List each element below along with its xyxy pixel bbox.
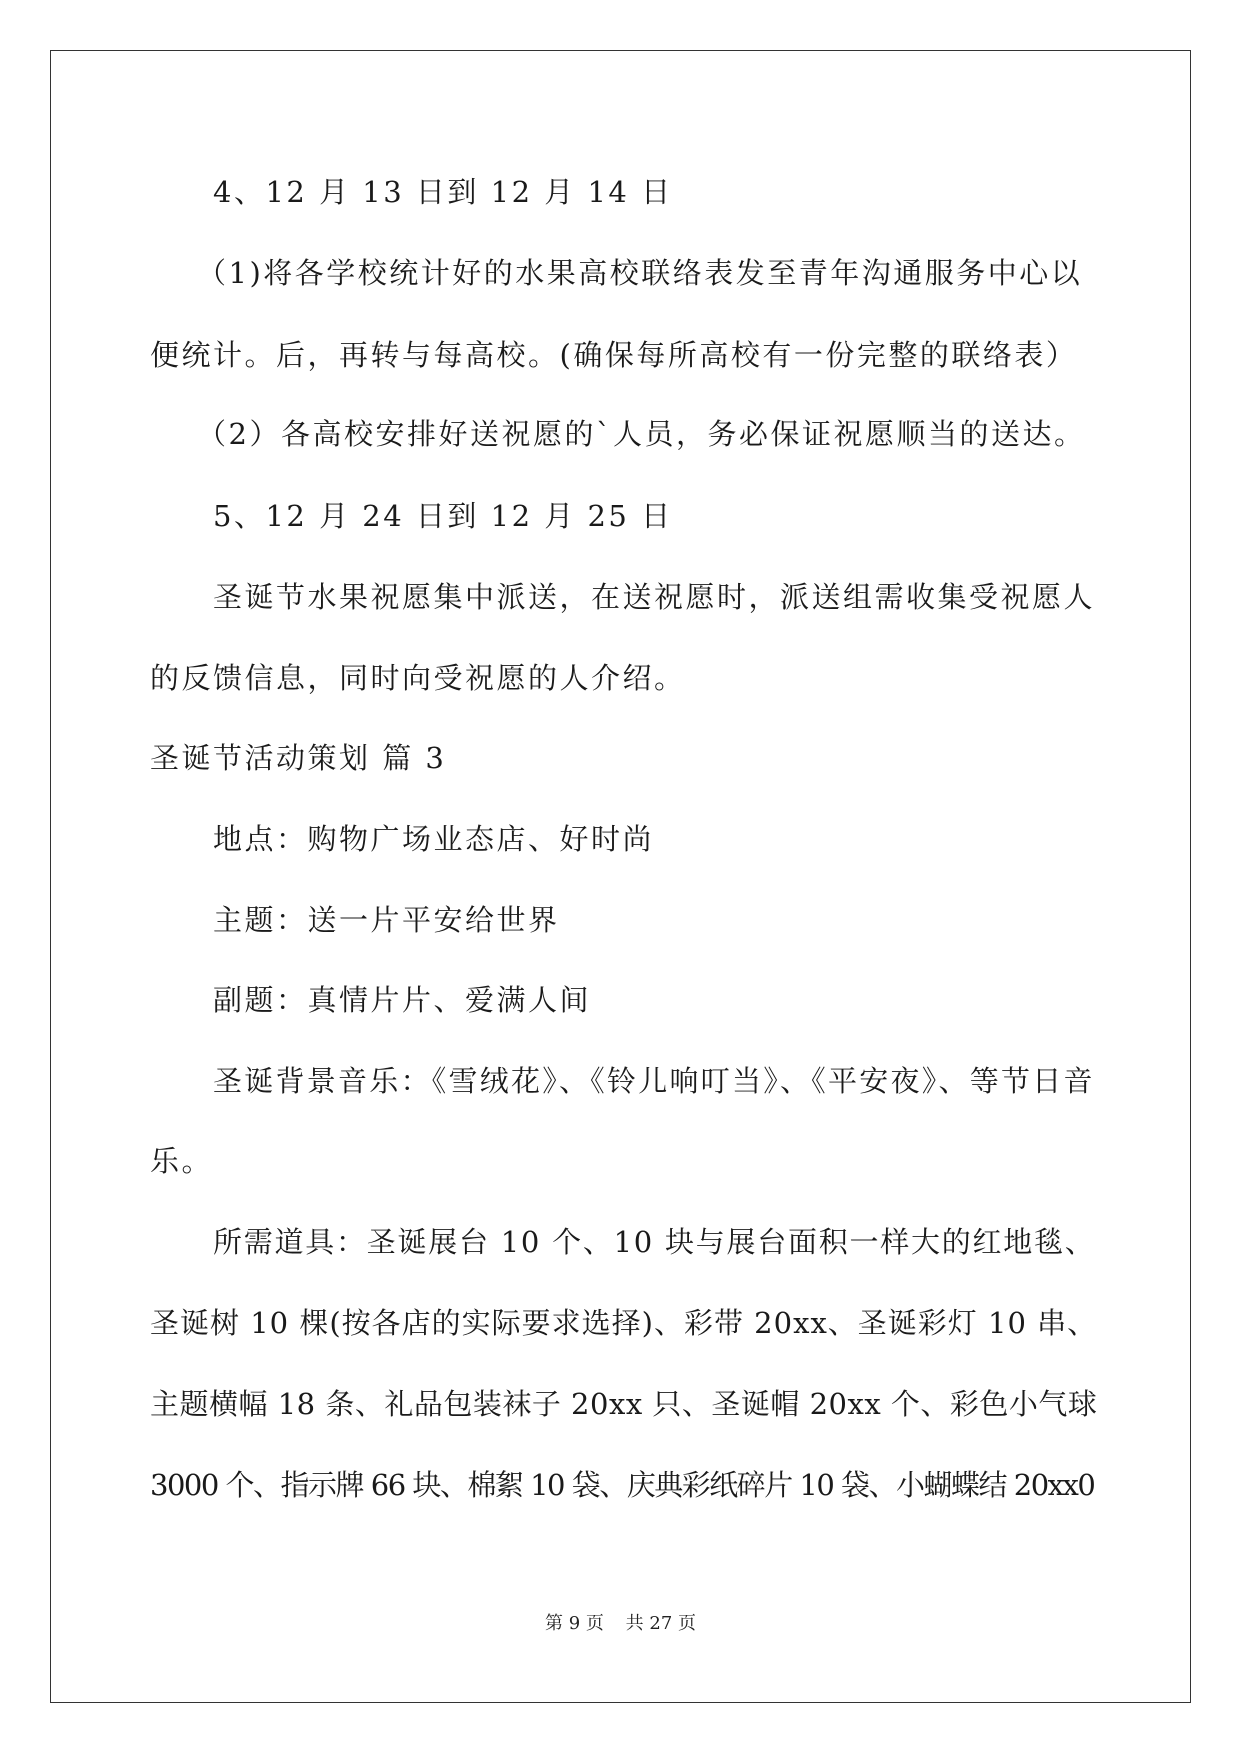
paragraph-line: 主题横幅 18 条、礼品包装袜子 20xx 只、圣诞帽 20xx 个、彩色小气球 <box>150 1387 1098 1421</box>
paragraph-line: 的反馈信息，同时向受祝愿的人介绍。 <box>150 661 686 695</box>
paragraph-line: 副题：真情片片、爱满人间 <box>213 983 592 1017</box>
paragraph-line: 地点：购物广场业态店、好时尚 <box>213 822 655 856</box>
page-border <box>50 50 1191 1703</box>
page-footer <box>0 1612 1241 1636</box>
paragraph-line: （1)将各学校统计好的水果高校联络表发至青年沟通服务中心以 <box>197 256 1083 290</box>
paragraph-line: 圣诞树 10 棵(按各店的实际要求选择)、彩带 20xx、圣诞彩灯 10 串、 <box>150 1306 1098 1340</box>
page-number-current: 第 9 页 <box>545 1613 604 1634</box>
paragraph-line: 便统计。后，再转与每高校。(确保每所高校有一份完整的联络表） <box>150 338 1078 372</box>
section-date-5: 5、12 月 24 日到 12 月 25 日 <box>213 499 673 533</box>
paragraph-line: 圣诞背景音乐：《雪绒花》、《铃儿响叮当》、《平安夜》、等节日音 <box>213 1064 1095 1098</box>
section-heading: 圣诞节活动策划 篇 3 <box>150 741 447 775</box>
paragraph-line: 圣诞节水果祝愿集中派送，在送祝愿时，派送组需收集受祝愿人 <box>213 580 1096 614</box>
page-number-total: 共 27 页 <box>625 1613 696 1634</box>
paragraph-line: 3000 个、指示牌 66 块、棉絮 10 袋、庆典彩纸碎片 10 袋、小蝴蝶结 20xx0 <box>150 1468 1095 1502</box>
paragraph-line: 所需道具：圣诞展台 10 个、10 块与展台面积一样大的红地毯、 <box>213 1225 1096 1259</box>
paragraph-line: （2）各高校安排好送祝愿的`人员，务必保证祝愿顺当的送达。 <box>197 417 1086 451</box>
section-date-4: 4、12 月 13 日到 12 月 14 日 <box>213 175 673 209</box>
paragraph-line: 主题：送一片平安给世界 <box>213 903 560 937</box>
paragraph-line: 乐。 <box>150 1144 214 1178</box>
